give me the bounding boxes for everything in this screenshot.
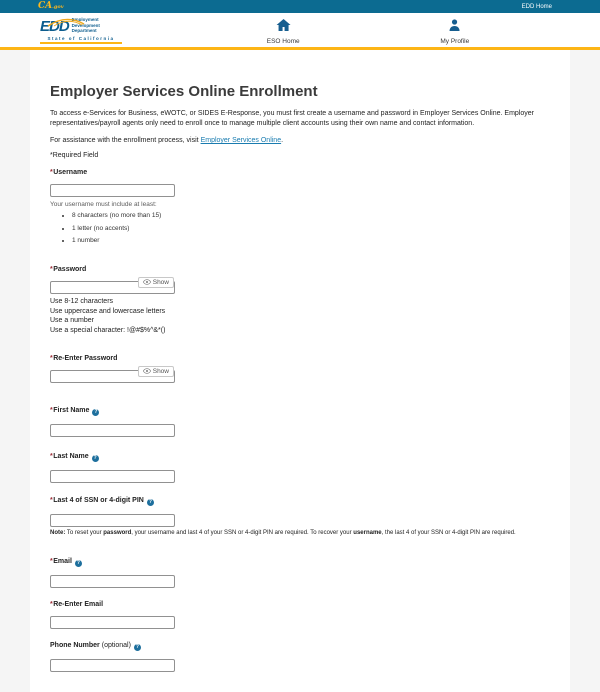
email-input[interactable] bbox=[50, 575, 175, 588]
cagov-logo[interactable] bbox=[38, 0, 64, 14]
assistance-paragraph bbox=[50, 137, 550, 144]
edd-logo[interactable] bbox=[40, 17, 122, 44]
eye-icon bbox=[143, 279, 151, 287]
last-name-label: *Last Name ? bbox=[50, 453, 97, 461]
reenter-password-show-button[interactable] bbox=[138, 366, 174, 377]
required-marker: * bbox=[50, 266, 53, 273]
reenter-email-group bbox=[50, 601, 450, 629]
employer-services-online-link[interactable]: Employer Services Online bbox=[200, 137, 282, 144]
phone-input[interactable] bbox=[50, 659, 175, 672]
required-marker: * bbox=[50, 407, 53, 414]
username-input[interactable] bbox=[50, 184, 175, 197]
required-marker: * bbox=[50, 558, 53, 565]
first-name-group bbox=[50, 407, 450, 437]
ssn-pin-label: *Last 4 of SSN or 4-digit PIN ? bbox=[50, 497, 152, 505]
assistance-text: For assistance with the enrollment process, visit bbox=[50, 137, 201, 144]
intro-paragraph: To access e-Services for Business, eWOTC, or SIDES E-Response, you must first create a username and password in Employer Services Online. Employer representatives/payroll agents only need to enroll once to manage multiple client accounts using their own name and contact information. bbox=[50, 110, 534, 127]
first-name-help-icon[interactable]: ? bbox=[94, 409, 98, 415]
required-field-note: *Required Field bbox=[50, 152, 99, 159]
last-name-input[interactable] bbox=[50, 470, 175, 483]
first-name-label: *First Name ? bbox=[50, 407, 98, 415]
last-name-help-icon[interactable]: ? bbox=[93, 455, 97, 461]
required-marker: * bbox=[50, 453, 53, 460]
username-rule: • 1 letter (no accents) bbox=[72, 225, 450, 232]
password-rule: Use uppercase and lowercase letters bbox=[50, 307, 166, 315]
username-rule: • 8 characters (no more than 15) bbox=[72, 212, 450, 219]
nav-eso-home[interactable] bbox=[267, 18, 300, 45]
phone-label: Phone Number (optional) ? bbox=[50, 642, 139, 650]
password-label: *Password bbox=[50, 266, 87, 273]
required-marker: * bbox=[50, 355, 53, 362]
ssn-pin-help-icon[interactable]: ? bbox=[148, 499, 152, 505]
password-group bbox=[50, 266, 450, 335]
ssn-pin-group bbox=[50, 497, 550, 536]
ssn-pin-note: Note: To reset your password, your username and last 4 of your SSN or 4-digit PIN are required. To recover your username, the last 4 of your SSN or 4-digit PIN are required. bbox=[50, 530, 516, 536]
profile-icon bbox=[449, 18, 461, 36]
password-rule: Use a special character: !@#$%^&*() bbox=[50, 326, 166, 334]
edd-logo-line3: Department bbox=[71, 28, 97, 33]
password-show-label: Show bbox=[152, 279, 169, 286]
nav-eso-home-label: ESO Home bbox=[266, 38, 300, 45]
page-title: Employer Services Online Enrollment bbox=[50, 83, 318, 100]
phone-help-icon[interactable]: ? bbox=[135, 644, 139, 650]
email-label: *Email ? bbox=[50, 558, 80, 566]
email-group bbox=[50, 558, 450, 588]
reenter-password-group bbox=[50, 355, 450, 383]
username-rule: • 1 number bbox=[72, 237, 450, 244]
nav-my-profile-label: My Profile bbox=[440, 38, 470, 45]
site-header bbox=[0, 13, 600, 50]
username-group bbox=[50, 169, 450, 244]
password-rule: Use a number bbox=[50, 317, 94, 324]
eye-icon bbox=[143, 368, 151, 376]
main-content bbox=[30, 50, 570, 692]
home-icon bbox=[276, 18, 290, 36]
password-rules bbox=[50, 297, 450, 335]
first-name-input[interactable] bbox=[50, 424, 175, 437]
reenter-email-label: *Re-Enter Email bbox=[50, 601, 104, 608]
ssn-pin-input[interactable] bbox=[50, 514, 175, 527]
required-marker: * bbox=[50, 601, 53, 608]
edd-logo-text: EDD bbox=[40, 17, 69, 35]
password-show-button[interactable] bbox=[138, 277, 174, 288]
phone-optional-label: (optional) bbox=[99, 642, 131, 649]
password-rule: Use 8-12 characters bbox=[50, 298, 114, 305]
assistance-suffix: . bbox=[281, 137, 284, 144]
nav-my-profile[interactable] bbox=[440, 18, 469, 45]
reenter-password-show-label: Show bbox=[152, 368, 169, 375]
reenter-password-label: *Re-Enter Password bbox=[50, 355, 118, 362]
reenter-email-input[interactable] bbox=[50, 616, 175, 629]
top-utility-bar bbox=[0, 0, 600, 13]
edd-swoosh-icon bbox=[46, 14, 86, 32]
cagov-logo-sub: .gov bbox=[52, 3, 64, 10]
username-hint: Your username must include at least: bbox=[50, 201, 157, 208]
edd-home-link[interactable]: EDD Home bbox=[521, 3, 552, 10]
username-rules bbox=[50, 212, 450, 244]
required-marker: * bbox=[50, 497, 53, 504]
cagov-logo-main: CA bbox=[38, 0, 53, 11]
email-help-icon[interactable]: ? bbox=[76, 560, 80, 566]
last-name-group bbox=[50, 453, 450, 483]
edd-logo-line2: Development bbox=[71, 22, 100, 28]
username-label: *Username bbox=[50, 169, 88, 176]
edd-logo-tagline: State of California bbox=[40, 35, 122, 44]
required-marker: * bbox=[50, 169, 53, 176]
edd-logo-line1: Employment bbox=[71, 17, 99, 22]
phone-group bbox=[50, 642, 450, 672]
